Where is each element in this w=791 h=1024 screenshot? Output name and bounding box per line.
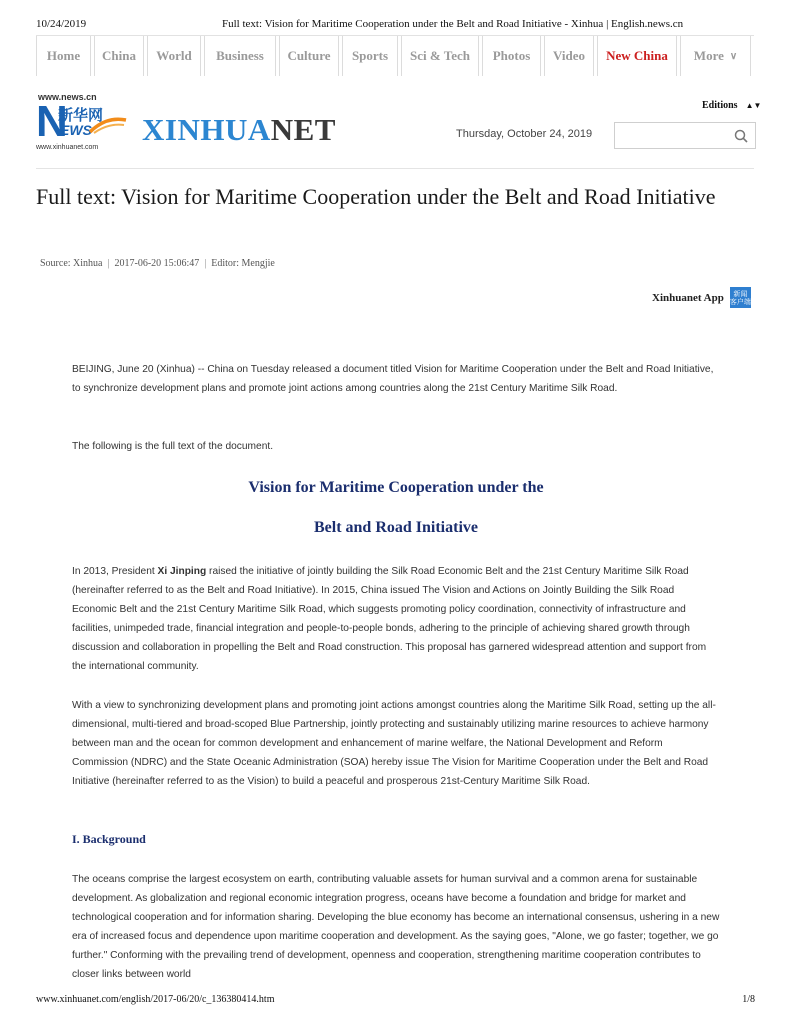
search-box [614, 122, 756, 149]
print-page-title: Full text: Vision for Maritime Cooperation under the Belt and Road Initiative - Xinhua | English.news.cn [222, 18, 684, 30]
print-page-number: 1/8 [742, 994, 755, 1005]
app-icon [730, 287, 751, 308]
app-icon-line1: 新闻 [733, 289, 748, 298]
xinhuanet-wordmark[interactable] [142, 112, 336, 148]
article-source: Source: Xinhua [40, 258, 103, 269]
nav-more-label: More [693, 48, 724, 63]
nav-video[interactable]: Video [544, 36, 594, 76]
nav-sci-tech[interactable]: Sci & Tech [401, 36, 479, 76]
article-headline: Full text: Vision for Maritime Cooperation under the Belt and Road Initiative [36, 184, 716, 209]
logo-url-bottom: www.xinhuanet.com [36, 144, 99, 151]
app-label: Xinhuanet App [652, 291, 724, 304]
app-icon-line2: 客户端 [729, 297, 751, 306]
brand-part-net: NET [270, 112, 336, 147]
logo-chinese-name: 新华网 [58, 106, 104, 124]
logo-swoosh-icon [88, 114, 128, 134]
article-meta [40, 258, 275, 269]
brand-part-xinhua: XINHUA [142, 112, 271, 147]
nav-culture[interactable]: Culture [279, 36, 339, 76]
editions-select[interactable] [702, 100, 761, 111]
nav-more[interactable] [680, 36, 751, 76]
meta-separator: | [107, 258, 110, 269]
nav-photos[interactable]: Photos [482, 36, 541, 76]
print-header [36, 18, 755, 32]
search-icon [734, 129, 748, 143]
news-cn-logo[interactable] [36, 92, 128, 154]
nav-business[interactable]: Business [204, 36, 276, 76]
section-heading-background: I. Background [72, 832, 146, 846]
p1-before: In 2013, President [72, 566, 158, 577]
search-button[interactable] [727, 123, 755, 148]
editions-label: Editions [702, 100, 738, 111]
print-url: www.xinhuanet.com/english/2017-06/20/c_136380414.htm [36, 994, 275, 1005]
chevron-down-icon: ∨ [729, 50, 738, 62]
document-title-line2: Belt and Road Initiative [313, 519, 478, 536]
nav-home[interactable]: Home [36, 36, 91, 76]
top-nav [36, 35, 754, 75]
nav-sports[interactable]: Sports [342, 36, 398, 76]
article-timestamp: 2017-06-20 15:06:47 [114, 258, 200, 269]
document-title-line1: Vision for Maritime Cooperation under the [248, 479, 544, 496]
header-date: Thursday, October 24, 2019 [456, 128, 593, 140]
paragraph-1 [72, 562, 720, 676]
nav-world[interactable]: World [147, 36, 201, 76]
meta-separator: | [204, 258, 207, 269]
paragraph-2: With a view to synchronizing development plans and promoting joint actions amongst countries along the Maritime Silk Road, setting up the all-dimensional, multi-tiered and broad-scoped Blue Partnership, jointly protecting and sustainably utilizing marine resources to achieve harmony between man and the ocean for common development and enhancement of marine welfare, the National Development and Reform Commission (NDRC) and the State Oceanic Administration (SOA) hereby issue The Vision for Maritime Cooperation under the Belt and Road Initiative (hereinafter referred to as the Vision) to build a peaceful and prosperous 21st-Century Maritime Silk Road. [72, 700, 716, 787]
intro-paragraph: BEIJING, June 20 (Xinhua) -- China on Tuesday released a document titled Vision for Maritime Cooperation under the Belt and Road Initiative, to synchronize development plans and promote joint actions among countries along the 21st Century Maritime Silk Road. [72, 364, 714, 394]
search-input[interactable] [615, 123, 727, 148]
following-paragraph: The following is the full text of the document. [72, 441, 274, 452]
article-editor: Editor: Mengjie [211, 258, 275, 269]
logo-url-top: www.news.cn [38, 92, 97, 102]
logo-ews: EWS [60, 122, 92, 138]
paragraph-3: The oceans comprise the largest ecosystem on earth, contributing valuable assets for human survival and a common arena for sustainable development. As globalization and regional economic integration progress, oceans have become a foundation and bridge for market and technological cooperation and for information sharing. Developing the blue economy has become an international consensus, ushering in a new era of increased focus and dependence upon maritime cooperation and development. As the saying goes, "Alone, we go faster; together, we go further." Conforming with the prevailing trend of development, openness and cooperation, strengthening maritime cooperation contributes to closer links between world [72, 874, 720, 980]
p1-after: raised the initiative of jointly building the Silk Road Economic Belt and the 21st Century Maritime Silk Road (hereinafter referred to as the Belt and Road Initiative). In 2015, China issued The Vision and Actions on Jointly Building the Silk Road Economic Belt and the 21st Century Maritime Silk Road, which suggests promoting policy coordination, connectivity of infrastructure and facilities, unimpeded trade, financial integration and people-to-people bonds, adhering to the principle of achieving shared growth through discussion and collaboration in propelling the Belt and Road construction. This proposal has garnered widespread attention and support from the international community. [72, 566, 707, 672]
nav-china[interactable]: China [94, 36, 144, 76]
xinhuanet-app-link[interactable] [652, 287, 751, 308]
logo-letter-n: N [36, 97, 66, 146]
header-divider [36, 168, 754, 169]
xi-jinping-name: Xi Jinping [157, 566, 207, 577]
print-date: 10/24/2019 [36, 18, 87, 30]
nav-new-china[interactable]: New China [597, 36, 677, 76]
print-footer [36, 994, 755, 1008]
sort-arrows-icon: ▲▼ [745, 101, 762, 110]
